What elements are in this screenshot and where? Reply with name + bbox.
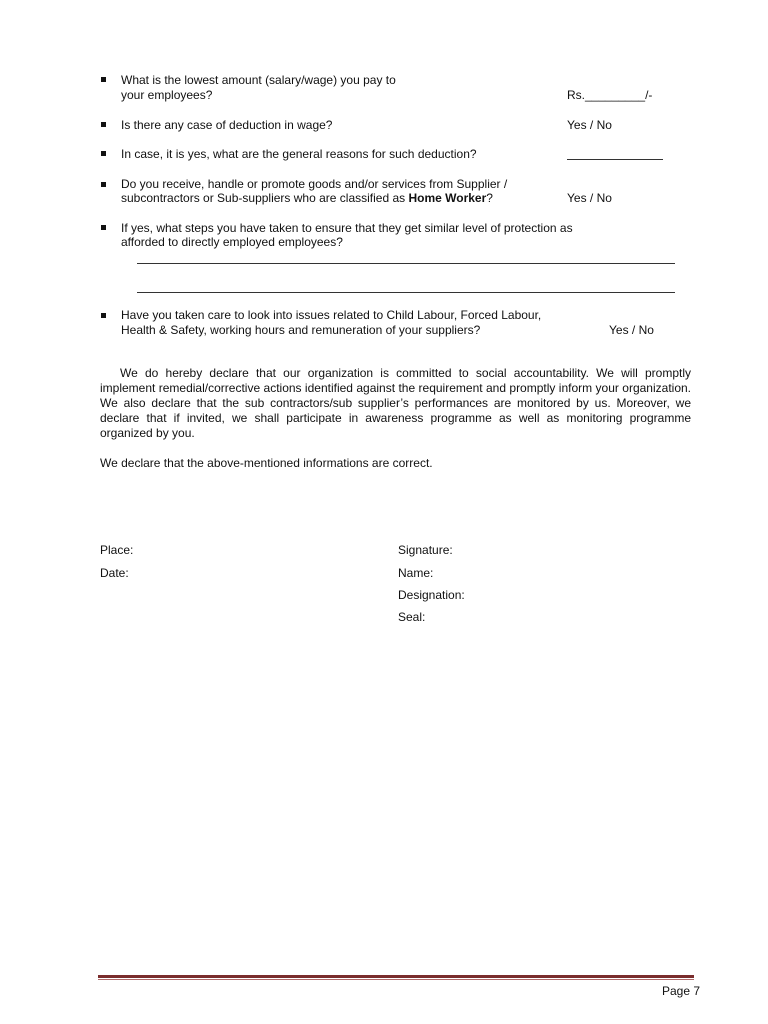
question-home-worker-line1: Do you receive, handle or promote goods and/or services from Supplier / bbox=[121, 177, 508, 191]
bullet-q6 bbox=[101, 313, 106, 318]
question-lowest-wage-line1: What is the lowest amount (salary/wage) you pay to bbox=[121, 73, 396, 87]
answer-blank-deduction-reasons bbox=[567, 159, 663, 160]
answer-home-worker: Yes / No bbox=[567, 191, 612, 205]
question-child-labour-line1: Have you taken care to look into issues related to Child Labour, Forced Labour, bbox=[121, 308, 542, 322]
bullet-q1 bbox=[101, 77, 106, 82]
question-child-labour-line2: Health & Safety, working hours and remuneration of your suppliers? bbox=[121, 323, 481, 337]
declaration-statement: We declare that the above-mentioned informations are correct. bbox=[100, 456, 433, 470]
footer-rule bbox=[98, 975, 694, 980]
bullet-q2 bbox=[101, 122, 106, 127]
question-home-worker-line2 bbox=[121, 191, 493, 205]
answer-wage-deduction: Yes / No bbox=[567, 118, 612, 132]
signature-label: Signature: bbox=[398, 543, 453, 557]
question-protection-line2: afforded to directly employed employees? bbox=[121, 235, 343, 249]
answer-line-protection-2 bbox=[137, 292, 675, 293]
date-label: Date: bbox=[100, 566, 129, 580]
page-number: Page 7 bbox=[662, 984, 701, 998]
footer-rule-thick bbox=[98, 975, 694, 978]
question-home-worker-line2-prefix: subcontractors or Sub-suppliers who are classified as bbox=[121, 191, 409, 205]
designation-label: Designation: bbox=[398, 588, 465, 602]
answer-child-labour: Yes / No bbox=[609, 323, 654, 337]
seal-label: Seal: bbox=[398, 610, 426, 624]
bullet-q4 bbox=[101, 182, 106, 187]
bullet-q3 bbox=[101, 151, 106, 156]
question-wage-deduction: Is there any case of deduction in wage? bbox=[121, 118, 333, 132]
question-deduction-reasons: In case, it is yes, what are the general reasons for such deduction? bbox=[121, 147, 477, 161]
answer-lowest-wage: Rs._________/- bbox=[567, 88, 653, 102]
bullet-q5 bbox=[101, 225, 106, 230]
declaration-paragraph: We do hereby declare that our organization is committed to social accountability. We will promptly implement remedial/corrective actions identified against the requirement and promptly inform your organization. We also declare that the sub contractors/sub supplier’s performances are monitored by us. Moreover, we declare that if invited, we shall participate in awareness programme as well as monitoring programme organized by you. bbox=[100, 366, 691, 440]
name-label: Name: bbox=[398, 566, 434, 580]
question-protection-line1: If yes, what steps you have taken to ensure that they get similar level of protection as bbox=[121, 221, 573, 235]
question-home-worker-line2-suffix: ? bbox=[486, 191, 493, 205]
home-worker-term: Home Worker bbox=[408, 191, 487, 205]
place-label: Place: bbox=[100, 543, 134, 557]
question-lowest-wage-line2: your employees? bbox=[121, 88, 213, 102]
answer-line-protection-1 bbox=[137, 263, 675, 264]
footer-rule-thin bbox=[98, 979, 694, 980]
